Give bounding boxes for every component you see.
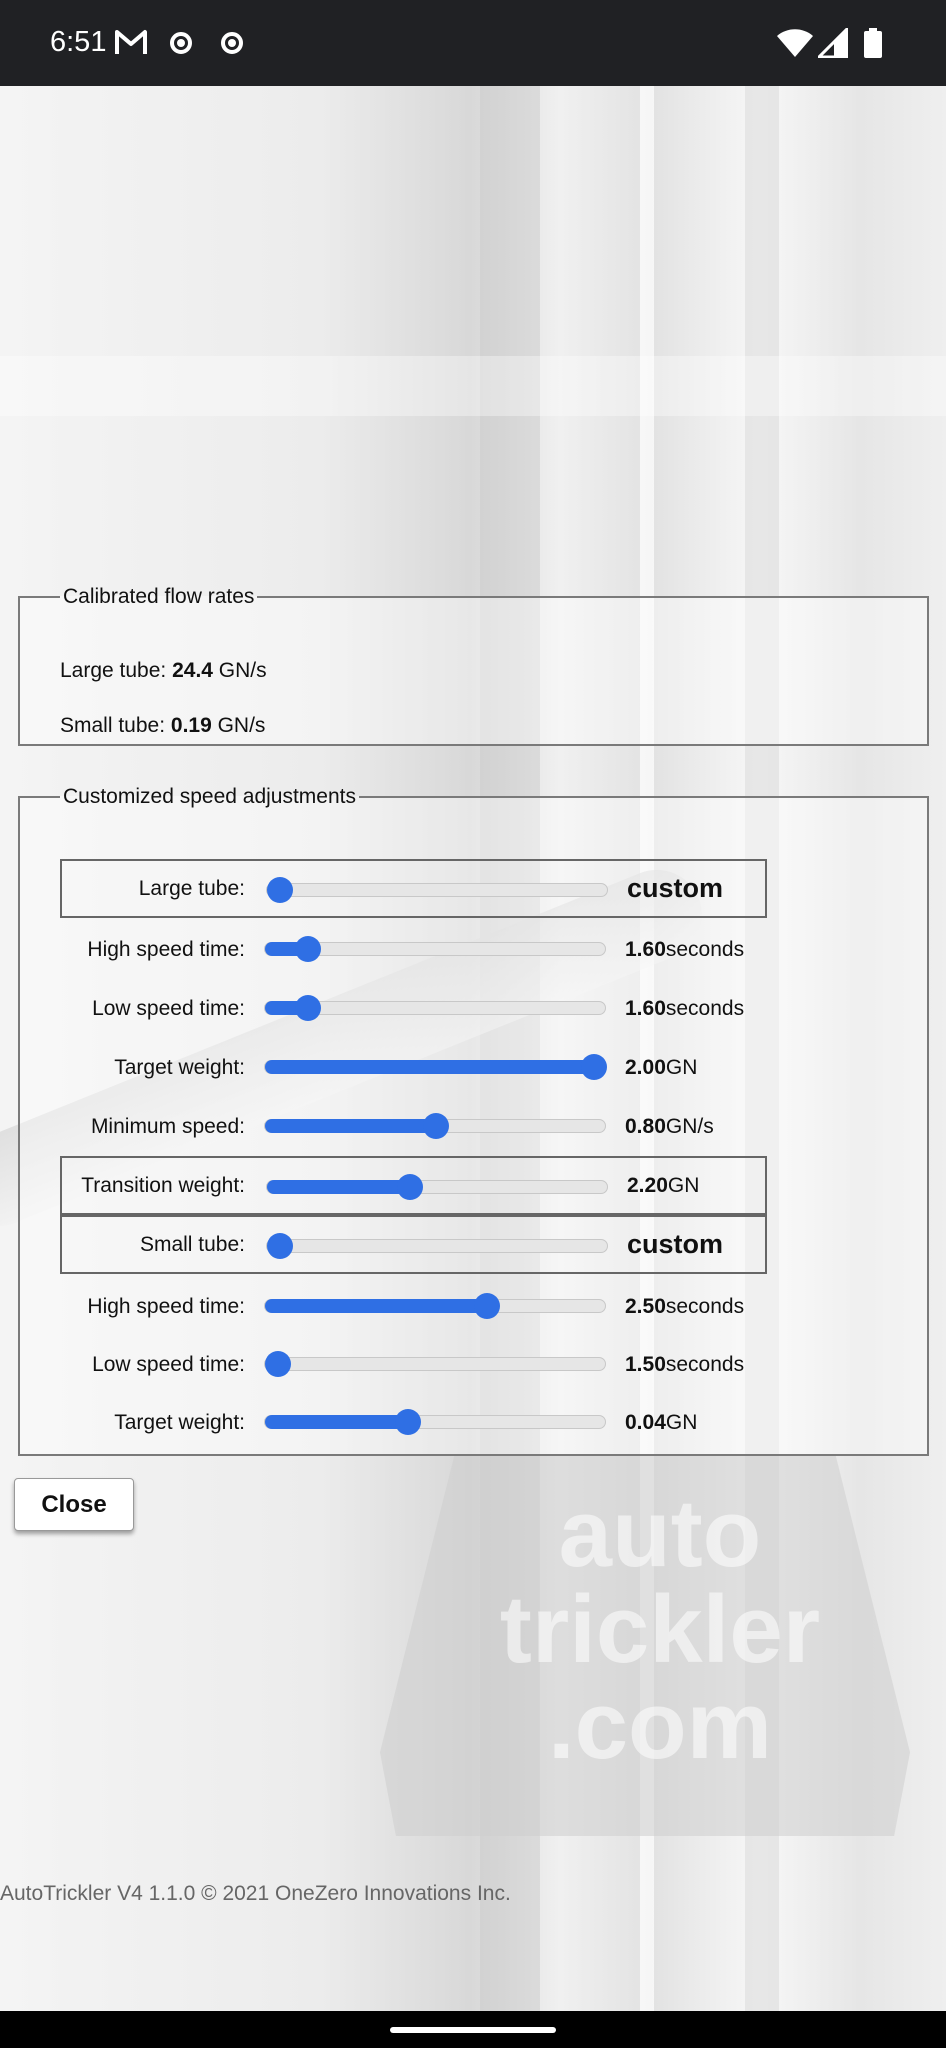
notification-dot-icon: [221, 32, 243, 54]
minimum-speed-slider[interactable]: [264, 1119, 606, 1133]
large-tube-flow-rate: Large tube: 24.4 GN/s: [60, 659, 267, 682]
large-low-speed-time-value: 1.60 seconds: [625, 996, 745, 1020]
slider-thumb[interactable]: [265, 1351, 291, 1377]
home-gesture-handle[interactable]: [390, 2027, 556, 2033]
battery-icon: [864, 28, 882, 58]
large-target-weight-row: Target weight: 2.00 GN: [60, 1038, 767, 1097]
small-low-speed-time-row: Low speed time: 1.50 seconds: [60, 1335, 767, 1394]
small-high-speed-time-value: 2.50 seconds: [625, 1294, 745, 1318]
notification-dot-icon: [170, 32, 192, 54]
status-time: 6:51: [50, 26, 107, 58]
speed-adjustments-panel: [18, 785, 929, 1456]
gmail-icon: [114, 28, 148, 56]
large-low-speed-time-slider[interactable]: [264, 1001, 606, 1015]
large-low-speed-time-row: Low speed time: 1.60 seconds: [60, 979, 767, 1038]
calibrated-flow-rates-panel: [18, 585, 929, 746]
flow-rates-legend: Calibrated flow rates: [63, 585, 255, 608]
slider-thumb[interactable]: [295, 995, 321, 1021]
small-high-speed-time-row: High speed time: 2.50 seconds: [60, 1277, 767, 1336]
large-high-speed-time-row: High speed time: 1.60 seconds: [60, 920, 767, 979]
slider-thumb[interactable]: [267, 1233, 293, 1259]
minimum-speed-row: Minimum speed: 0.80 GN/s: [60, 1097, 767, 1156]
small-tube-flow-rate: Small tube: 0.19 GN/s: [60, 714, 266, 737]
background-brand-text: auto trickler .com: [499, 1480, 821, 1779]
slider-thumb[interactable]: [581, 1054, 607, 1080]
small-target-weight-value: 0.04 GN: [625, 1410, 698, 1434]
signal-icon: [818, 28, 848, 58]
small-low-speed-time-value: 1.50 seconds: [625, 1352, 745, 1376]
small-tube-mode-slider[interactable]: [266, 1239, 608, 1253]
small-tube-mode-row: Small tube: custom: [60, 1215, 767, 1274]
minimum-speed-value: 0.80 GN/s: [625, 1114, 714, 1138]
status-bar: [0, 0, 946, 86]
transition-weight-value: 2.20 GN: [627, 1173, 700, 1197]
large-tube-mode-value: custom: [627, 873, 724, 903]
small-high-speed-time-slider[interactable]: [264, 1299, 606, 1313]
small-low-speed-time-slider[interactable]: [264, 1357, 606, 1371]
small-tube-mode-value: custom: [627, 1229, 724, 1259]
large-high-speed-time-value: 1.60 seconds: [625, 937, 745, 961]
slider-thumb[interactable]: [397, 1174, 423, 1200]
small-target-weight-row: Target weight: 0.04 GN: [60, 1393, 767, 1452]
small-target-weight-slider[interactable]: [264, 1415, 606, 1429]
speed-adjustments-legend: Customized speed adjustments: [63, 785, 356, 808]
slider-thumb[interactable]: [267, 877, 293, 903]
navigation-bar: [0, 2011, 946, 2048]
close-button[interactable]: Close: [14, 1478, 134, 1531]
wifi-icon: [776, 28, 814, 58]
transition-weight-slider[interactable]: [266, 1180, 608, 1194]
slider-thumb[interactable]: [474, 1293, 500, 1319]
large-target-weight-slider[interactable]: [264, 1060, 606, 1074]
footer-copyright: AutoTrickler V4 1.1.0 © 2021 OneZero Innovations Inc.: [0, 1882, 511, 1905]
large-high-speed-time-slider[interactable]: [264, 942, 606, 956]
slider-thumb[interactable]: [423, 1113, 449, 1139]
transition-weight-row: Transition weight: 2.20 GN: [60, 1156, 767, 1215]
slider-thumb[interactable]: [395, 1409, 421, 1435]
large-tube-mode-row: Large tube: custom: [60, 859, 767, 918]
large-target-weight-value: 2.00 GN: [625, 1055, 698, 1079]
large-tube-mode-slider[interactable]: [266, 883, 608, 897]
slider-thumb[interactable]: [295, 936, 321, 962]
